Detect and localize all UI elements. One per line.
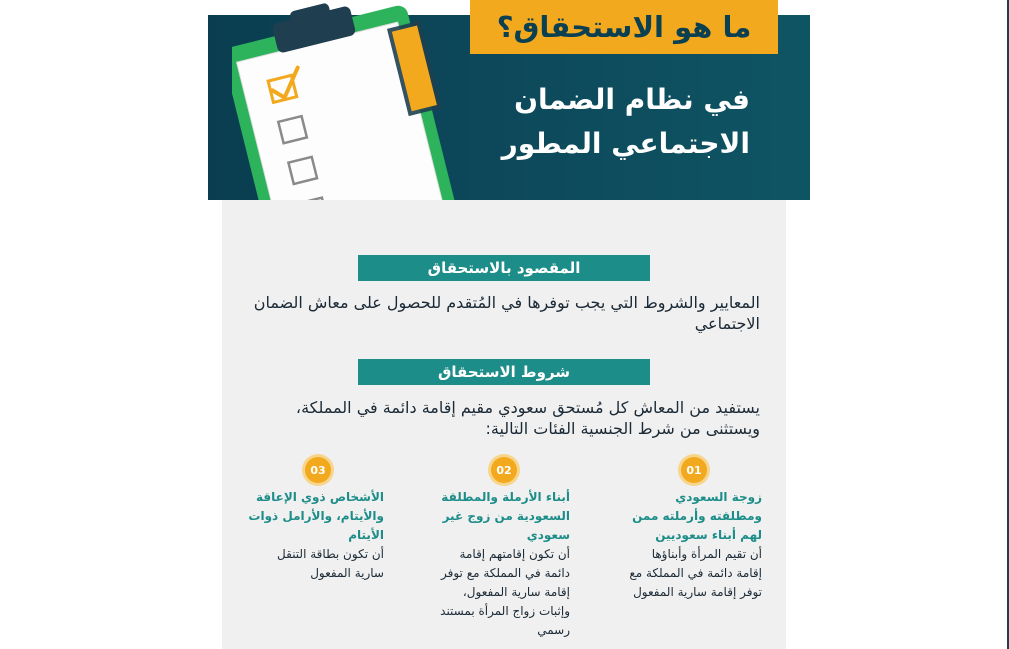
- category-column-3: [246, 488, 384, 583]
- subtitle-line-1: في نظام الضمان: [514, 83, 750, 116]
- meaning-text: المعايير والشروط التي يجب توفرها في المُتقدم للحصول على معاش الضمان الاجتماعي: [253, 293, 760, 333]
- page-subtitle: [470, 78, 750, 166]
- category-number-1: 01: [681, 457, 707, 483]
- page-title: ما هو الاستحقاق؟: [496, 10, 752, 44]
- category-2-heading: أبناء الأرملة والمطلقة السعودية من زوج غير سعودي: [441, 490, 570, 542]
- category-column-2: [436, 488, 570, 640]
- category-2-condition: أن تكون إقامتهم إقامة دائمة في المملكة مع توفر إقامة سارية المفعول، وإثبات زواج المرأة بمستند رسمي: [440, 547, 570, 637]
- category-number-2: 02: [491, 457, 517, 483]
- section-label-conditions: شروط الاستحقاق: [358, 359, 650, 385]
- category-column-1: [626, 488, 762, 602]
- title-banner: [470, 0, 778, 54]
- category-1-condition: أن تقيم المرأة وأبناؤها إقامة دائمة في المملكة مع توفر إقامة سارية المفعول: [629, 547, 762, 599]
- subtitle-line-2: الاجتماعي المطور: [501, 127, 750, 160]
- section-label-meaning: المقصود بالاستحقاق: [358, 255, 650, 281]
- category-number-3: 03: [305, 457, 331, 483]
- category-1-heading: زوجة السعودي ومطلقته وأرملته ممن لهم أبناء سعوديين: [632, 490, 762, 542]
- conditions-text: يستفيد من المعاش كل مُستحق سعودي مقيم إقامة دائمة في المملكة، ويستثنى من شرط الجنسية الفئات التالية:: [295, 398, 760, 438]
- category-3-heading: الأشخاص ذوي الإعاقة والأيتام، والأرامل ذوات الأيتام: [248, 490, 384, 542]
- category-3-condition: أن تكون بطاقة التنقل سارية المفعول: [277, 547, 384, 580]
